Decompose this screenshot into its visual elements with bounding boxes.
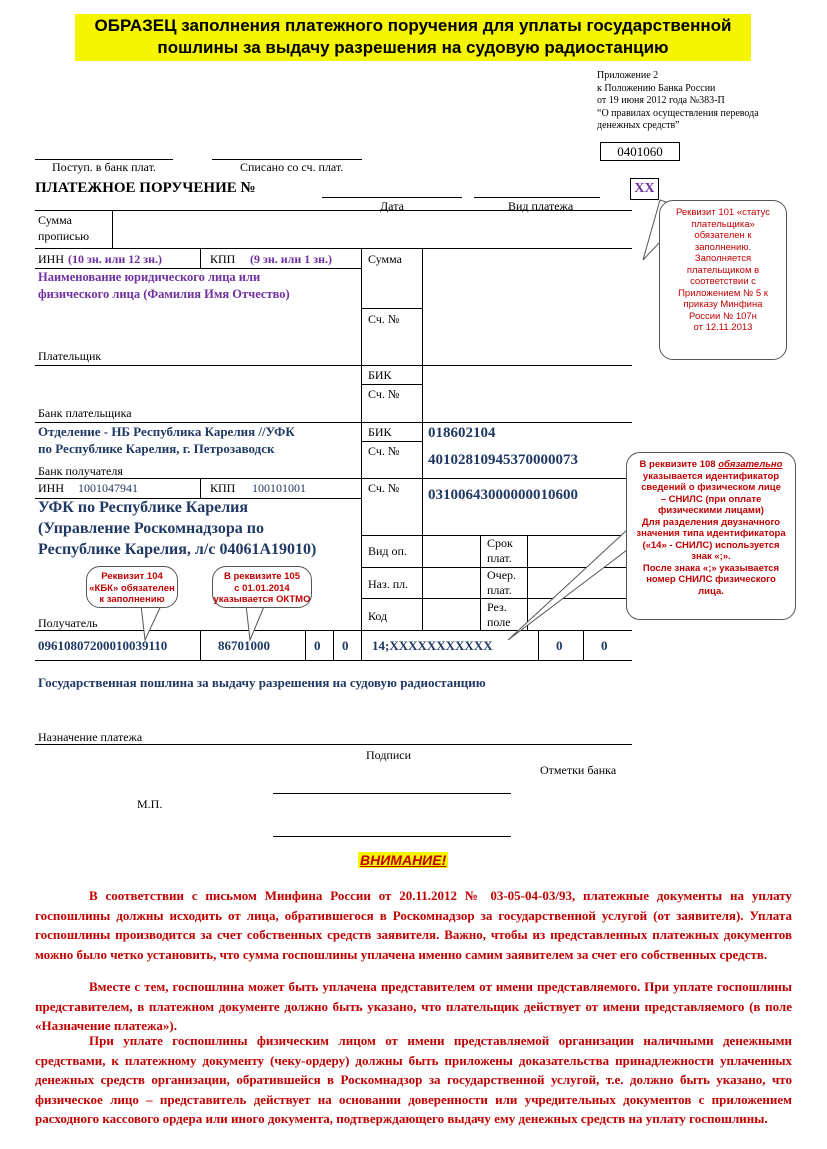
annex-line: “О правилах осуществления перевода (597, 107, 759, 119)
form-title: ПЛАТЕЖНОЕ ПОРУЧЕНИЕ № (35, 180, 256, 196)
purpose-label: Назначение платежа (38, 730, 143, 744)
field-108-value[interactable]: 14;ХХХХХХХХХХХ (372, 638, 493, 653)
recipient-acc-label: Сч. № (368, 481, 400, 495)
callout-line: значения типа идентификатора (636, 528, 786, 539)
callout-line: указывается идентификатор (642, 470, 780, 482)
callout-line (627, 459, 795, 471)
recipient-acc-value: 03100643000000010600 (428, 487, 578, 503)
callout-line: Реквизит 101 «статус (675, 207, 771, 218)
payer-bank-label: Банк плательщика (38, 406, 132, 420)
order-label-2: плат. (487, 583, 512, 597)
callout-line: сведений о физическом лице (641, 482, 781, 493)
payer-name-line-1[interactable]: Наименование юридического лица или (38, 270, 261, 284)
reserve-label-2: поле (487, 615, 511, 629)
field-109-value[interactable]: 0 (556, 638, 563, 653)
recipient-bank-line-1: Отделение - НБ Республика Карелия //УФК (38, 424, 295, 439)
signatures-label: Подписи (366, 748, 412, 762)
payer-inn-label: ИНН (38, 252, 64, 266)
annex-line: Приложение 2 (597, 70, 659, 81)
attention-paragraph-1: В соответствии с письмом Минфина России от 20.11.2012 № 03-05-04-03/93, платежные документы на уплату госпошлины должны исходить от лица, обратившегося в Роскомнадзор за государственной услугой (от заявителя). Уплата госпошлины производится за счет собственных средств заявителя. Важно, чтобы из представленных платежных документов можно было четко установить, что сумма госпошлины уплачена именно самим заявителем за счет его собственных средств. (35, 888, 792, 962)
title-line-2: пошлины за выдачу разрешения на судовую радиостанцию (157, 38, 669, 57)
callout-line: Для разделения двузначного (641, 516, 781, 528)
callout-line: соответствии с (690, 276, 756, 287)
callout-line: с 01.01.2014 (234, 582, 290, 594)
annex-line: денежных средств” (597, 120, 680, 131)
field-108-callout (626, 452, 796, 620)
op-type-label: Вид оп. (368, 544, 407, 558)
field-106-value[interactable]: 0 (314, 638, 321, 653)
annex-line: от 19 июня 2012 года №383-П (597, 95, 725, 106)
bank-marks-label: Отметки банка (540, 763, 617, 777)
oktmo-callout (212, 566, 312, 608)
payer-inn-field[interactable]: (10 зн. или 12 зн.) (68, 252, 163, 266)
payer-status-field[interactable]: XX (630, 178, 659, 200)
recipient-bank-label: Банк получателя (38, 464, 123, 478)
recipient-name-line-3: Республике Карелия, л/с 04061А19010) (38, 541, 317, 558)
callout-line: указывается ОКТМО (213, 594, 311, 605)
attention-paragraph-3: При уплате госпошлины физическим лицом от имени представляемой организации наличными денежными средствами, к платежному документу (чеку-ордеру) должны быть приложены доказательства принадлежности уплаченных денежных средств организации, обратившейся в Роскомнадзор за государственной услугой, т.е. должно быть указано, что физическое лицо – представитель действует на основании доверенности или учредительных документов с приложением расходного кассового ордера или иного документа, подтверждающего выдачу ему денежных средств на уплату госпошлины. (35, 1033, 792, 1126)
signature-line-2[interactable] (273, 836, 511, 837)
oktmo-value[interactable]: 86701000 (218, 638, 270, 653)
callout-line: После знака «;» указывается (642, 562, 780, 574)
recipient-inn-value: 1001047941 (78, 481, 138, 495)
payer-kpp-field[interactable]: (9 зн. или 1 зн.) (250, 252, 333, 266)
pay-term-label-2: плат. (487, 551, 512, 565)
field-107-value[interactable]: 0 (342, 638, 349, 653)
form-code: 0401060 (600, 142, 680, 161)
recipient-bik-label: БИК (368, 425, 392, 439)
recipient-corr-acc-label: Сч. № (368, 444, 400, 458)
callout-line: обязателен к (694, 230, 752, 241)
annex-line: к Положению Банка России (597, 82, 716, 94)
code-label: Код (368, 609, 388, 623)
recipient-kpp-label: КПП (210, 481, 236, 495)
callout-line: заполнению. (694, 241, 752, 253)
callout-line: России № 107н (689, 310, 757, 322)
recipient-inn-label: ИНН (38, 481, 64, 495)
callout-line: плательщика» (691, 218, 755, 230)
callout-line: к заполнению (99, 594, 165, 605)
callout-line: В реквизите 105 (223, 571, 300, 582)
status-callout (659, 200, 787, 360)
payer-acc-label: Сч. № (368, 312, 400, 326)
purpose-code-label: Наз. пл. (368, 577, 409, 591)
field-108-callout-pointer (508, 530, 627, 640)
kbk-callout (86, 566, 178, 608)
callout-line: знак «;». (691, 551, 731, 562)
recipient-kpp-value: 100101001 (252, 481, 306, 495)
callout-line: – СНИЛС (при оплате (660, 493, 762, 505)
attention-paragraph-2: Вместе с тем, госпошлина может быть уплачена представителем от имени представляемого. При уплате госпошлины представителем, в платежном документе должно быть указано, что плательщик действует от имени представляемого (в поле «Назначение платежа»). (35, 979, 792, 1033)
callout-line: лица. (698, 585, 724, 597)
payer-kpp-label: КПП (210, 252, 236, 266)
recipient-name-line-2: (Управление Роскомнадзора по (38, 520, 264, 537)
callout-line: номер СНИЛС физического (646, 574, 776, 585)
callout-line: «КБК» обязателен (89, 582, 175, 594)
title-line-1: ОБРАЗЕЦ заполнения платежного поручения для уплаты государственной (94, 16, 732, 35)
payer-bik-label: БИК (368, 368, 392, 382)
payer-label: Плательщик (38, 349, 102, 363)
callout-line: Заполняется (694, 253, 752, 264)
date-label: Дата (380, 199, 404, 213)
sum-words-label-1: Сумма (38, 213, 72, 227)
recipient-bank-line-2: по Республике Карелия, г. Петрозаводск (38, 441, 275, 456)
purpose-text[interactable]: Государственная пошлина за выдачу разрешения на судовую радиостанцию (38, 675, 486, 690)
recipient-label: Получатель (38, 616, 98, 630)
signature-line-1[interactable] (273, 793, 511, 794)
kbk-value[interactable]: 09610807200010039110 (38, 638, 168, 653)
sum-words-label-2: прописью (38, 229, 90, 243)
callout-line: физическими лицами) (658, 505, 764, 516)
attention-title: ВНИМАНИЕ! (360, 852, 447, 868)
debited-label: Списано со сч. плат. (240, 160, 344, 174)
pay-term-label-1: Срок (487, 536, 513, 550)
callout-line: приказу Минфина (683, 299, 763, 310)
payer-corr-acc-label: Сч. № (368, 387, 400, 401)
callout-emphasis: обязательно (718, 459, 783, 470)
payment-type-label: Вид платежа (508, 199, 574, 213)
callout-line: Приложением № 5 к (678, 287, 768, 299)
recipient-name-line-1: УФК по Республике Карелия (38, 499, 249, 516)
callout-line: плательщиком в (686, 264, 760, 276)
callout-prefix: В реквизите 108 (639, 459, 716, 470)
order-label-1: Очер. (487, 568, 517, 582)
reserve-label-1: Рез. (487, 600, 507, 614)
callout-line: от 12.11.2013 (693, 322, 753, 333)
payer-name-line-2[interactable]: физического лица (Фамилия Имя Отчество) (38, 287, 290, 301)
recipient-bik-value: 018602104 (428, 425, 496, 441)
callout-line: Реквизит 104 (101, 571, 163, 582)
field-110-value[interactable]: 0 (601, 638, 608, 653)
recipient-corr-acc-value: 40102810945370000073 (428, 452, 578, 468)
received-label: Поступ. в банк плат. (52, 160, 156, 174)
callout-line: («14» - СНИЛС) используется (642, 539, 780, 551)
stamp-label: М.П. (137, 797, 163, 811)
sum-label: Сумма (368, 252, 402, 266)
